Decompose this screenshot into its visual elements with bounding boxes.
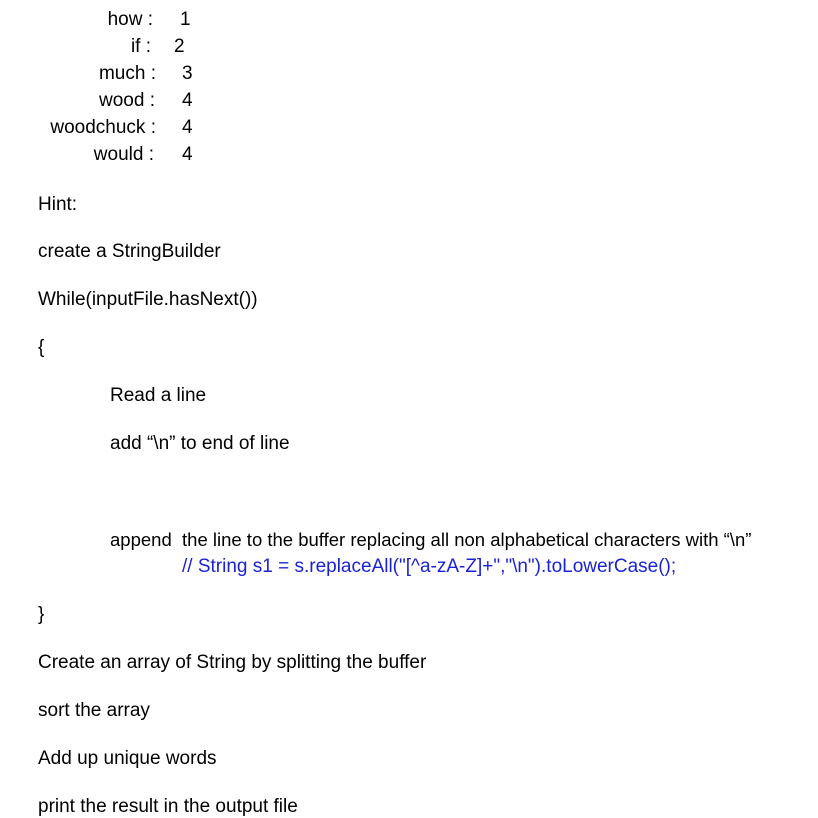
hint-line: { [38,337,45,358]
hint-line: create a StringBuilder [38,241,221,262]
hint-line: Read a line [110,385,207,406]
word-label: how : [107,9,153,30]
hint-line: } [38,604,45,625]
word-count: 4 [182,144,193,165]
word-count: 3 [182,63,193,84]
hint-title: Hint: [38,194,78,215]
word-count: 1 [180,9,191,30]
word-label: much : [98,63,156,84]
word-label: would : [93,144,154,165]
word-label: woodchuck : [50,117,156,138]
hint-line: sort the array [38,700,150,721]
code-comment: // String s1 = s.replaceAll("[^a-zA-Z]+","\n").toLowerCase(); [182,556,677,577]
word-count: 4 [182,90,193,111]
hint-line: While(inputFile.hasNext()) [38,289,258,310]
word-count: 2 [174,36,185,57]
hint-line: append the line to the buffer replacing all non alphabetical characters with “\n” [110,529,752,550]
word-label: wood : [99,90,155,111]
hint-line: add “\n” to end of line [110,433,290,454]
hint-line: Add up unique words [38,748,217,769]
word-count: 4 [182,117,193,138]
hint-line: print the result in the output file [38,796,298,817]
hint-line: Create an array of String by splitting the buffer [38,652,427,673]
word-label: if : [130,36,151,57]
